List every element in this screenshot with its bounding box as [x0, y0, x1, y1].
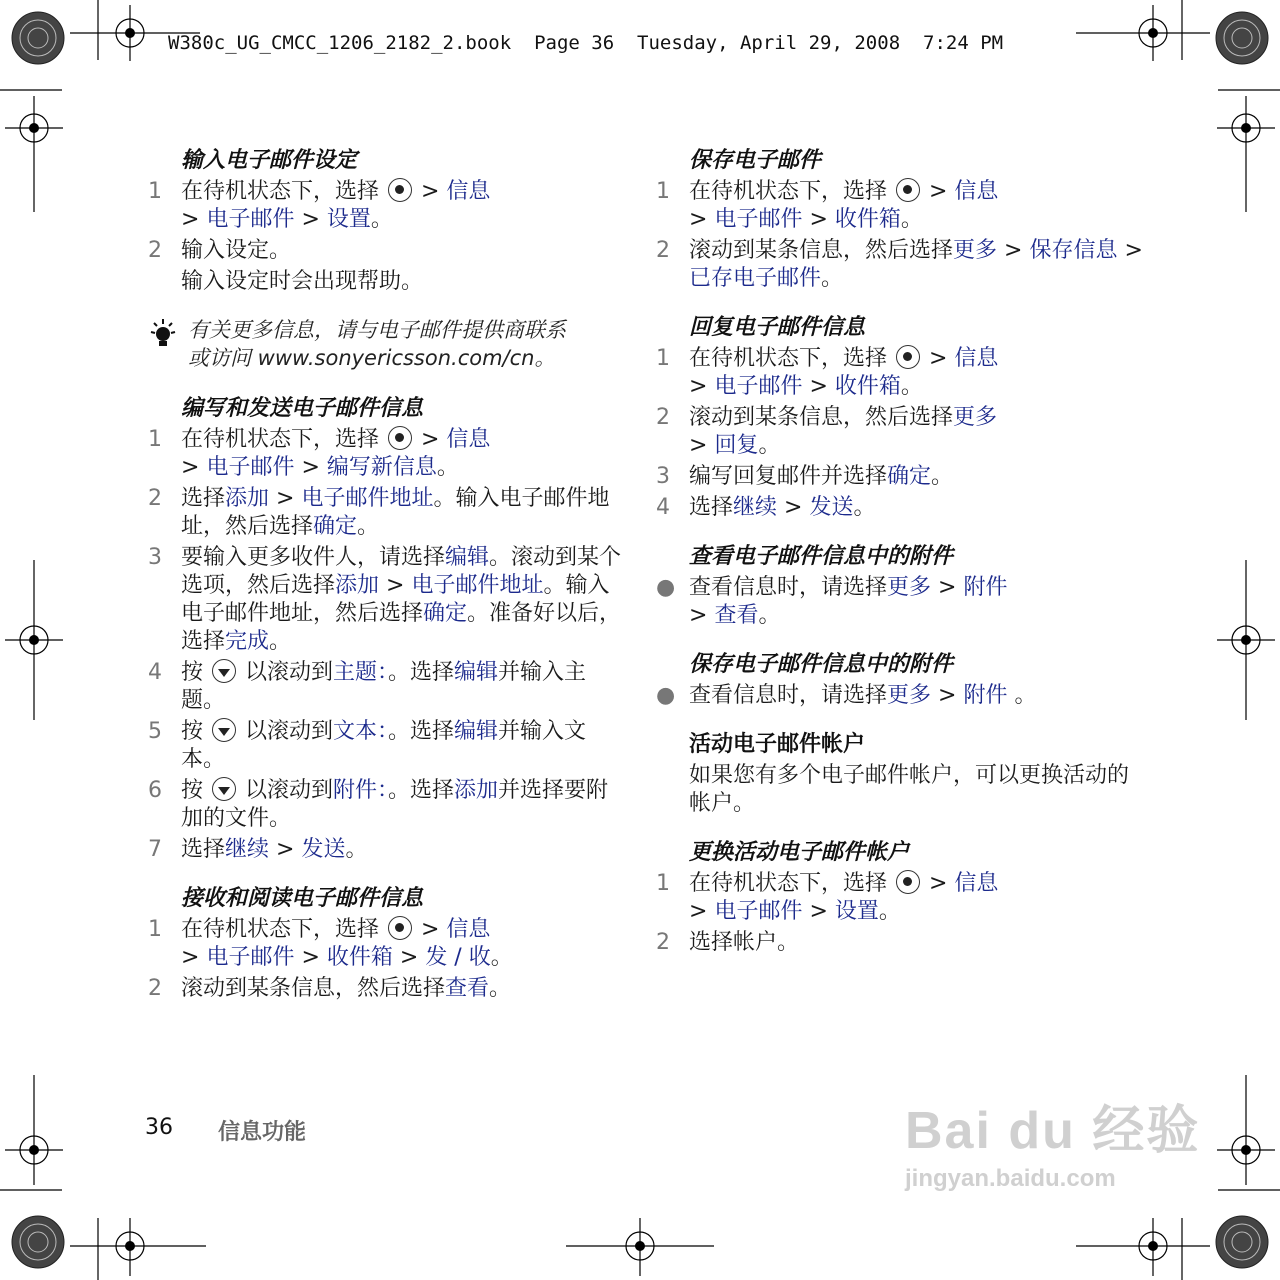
step-text: 滚动到某条信息，然后选择更多 > 保存信息 > 已存电子邮件。 — [689, 238, 1143, 291]
step-number: 2 — [148, 486, 162, 511]
section-view-attachment — [656, 542, 1146, 630]
step-text: 在待机状态下，选择 > 信息 > 电子邮件 > 编写新信息。 — [181, 427, 491, 480]
step-text: 滚动到某条信息，然后选择查看。 — [181, 976, 512, 1001]
section-title: 保存电子邮件 — [689, 148, 822, 173]
step-number: 3 — [148, 545, 162, 570]
step-number: 7 — [148, 837, 162, 862]
step-text: 按 以滚动到主题：。选择编辑并输入主题。 — [181, 660, 587, 713]
bullet-item — [656, 682, 1146, 710]
menu-link: 信息 — [446, 179, 491, 204]
step — [148, 659, 628, 715]
step-text: 在待机状态下，选择 > 信息 > 电子邮件 > 收件箱。 — [689, 179, 999, 232]
step-number: 1 — [656, 346, 670, 371]
header-date: Tuesday, April 29, 2008 — [637, 32, 901, 54]
step — [148, 718, 628, 774]
step — [148, 916, 628, 972]
step-text: 在待机状态下，选择 > 信息 > 电子邮件 > 设置。 — [689, 871, 999, 924]
section-reply-email — [656, 313, 1146, 522]
step — [656, 870, 1146, 926]
center-key-icon — [896, 178, 920, 202]
lightbulb-icon — [148, 316, 188, 356]
section-title: 活动电子邮件帐户 — [689, 732, 866, 757]
step-number: 1 — [148, 917, 162, 942]
step — [656, 237, 1146, 293]
step — [656, 345, 1146, 401]
step-number: 1 — [148, 179, 162, 204]
step-number: 1 — [656, 179, 670, 204]
step-number: 1 — [656, 871, 670, 896]
step-text: 要输入更多收件人，请选择编辑。滚动到某个选项，然后选择添加 > 电子邮件地址。输入电子邮件地址，然后选择确定。准备好以后，选择完成。 — [181, 545, 622, 654]
section-active-account — [656, 730, 1146, 818]
section-title: 回复电子邮件信息 — [689, 315, 866, 340]
step-text: 选择添加 > 电子邮件地址。输入电子邮件地址，然后选择确定。 — [181, 486, 610, 539]
step-number: 1 — [148, 427, 162, 452]
nav-down-key-icon — [212, 777, 236, 801]
header-time: 7:24 PM — [923, 32, 1004, 54]
section-receive-email — [148, 884, 628, 1003]
chapter-title: 信息功能 — [218, 1120, 307, 1145]
note-text: 输入设定时会出现帮助。 — [181, 269, 424, 294]
step — [148, 975, 628, 1003]
step — [148, 485, 628, 541]
section-email-settings — [148, 146, 628, 296]
step-text: 选择帐户。 — [689, 930, 800, 955]
tip-box — [148, 316, 628, 372]
section-save-email — [656, 146, 1146, 293]
tip-text: 有关更多信息，请与电子邮件提供商联系 或访问 www.sonyericsson.com/cn。 — [188, 318, 566, 370]
menu-link: 电子邮件 — [206, 207, 295, 232]
step-text: 查看信息时，请选择更多 > 附件 > 查看。 — [689, 575, 1008, 628]
step — [148, 178, 628, 234]
bullet: ● — [656, 575, 676, 600]
step-number: 2 — [148, 238, 162, 263]
baidu-watermark — [905, 1088, 1200, 1193]
step-text: 编写回复邮件并选择确定。 — [689, 464, 954, 489]
watermark-brand: Bai du 经验 — [905, 1102, 1201, 1160]
step-text: 在待机状态下，选择 > 信息 > 电子邮件 > 设置。 — [181, 179, 491, 232]
step-number: 4 — [656, 495, 670, 520]
step-number: 2 — [656, 405, 670, 430]
header-file: W380c_UG_CMCC_1206_2182_2.book — [168, 32, 512, 54]
step — [656, 463, 1146, 491]
step-text: 在待机状态下，选择 > 信息 > 电子邮件 > 收件箱 > 发 / 收。 — [181, 917, 513, 970]
step-number: 6 — [148, 778, 162, 803]
step — [656, 494, 1146, 522]
step-text: 选择继续 > 发送。 — [181, 837, 368, 862]
step — [656, 404, 1146, 460]
step — [148, 836, 628, 864]
section-title: 查看电子邮件信息中的附件 — [689, 544, 954, 569]
step-number: 2 — [148, 976, 162, 1001]
nav-down-key-icon — [212, 659, 236, 683]
center-key-icon — [388, 426, 412, 450]
center-key-icon — [896, 345, 920, 369]
step — [148, 777, 628, 833]
section-title: 保存电子邮件信息中的附件 — [689, 652, 954, 677]
step — [148, 426, 628, 482]
section-change-account — [656, 838, 1146, 957]
page-header — [168, 32, 1003, 54]
header-page: Page 36 — [534, 32, 615, 54]
step — [656, 178, 1146, 234]
bullet: ● — [656, 683, 676, 708]
menu-link: 设置 — [326, 207, 371, 232]
step-number: 4 — [148, 660, 162, 685]
section-save-attachment — [656, 650, 1146, 710]
step-text: 滚动到某条信息，然后选择更多 > 回复。 — [689, 405, 998, 458]
section-compose-email — [148, 394, 628, 864]
page-number: 36 — [145, 1115, 173, 1140]
step-number: 5 — [148, 719, 162, 744]
left-column — [148, 146, 628, 1023]
right-column — [656, 146, 1146, 977]
step-text: 查看信息时，请选择更多 > 附件 。 — [689, 683, 1037, 708]
bullet-item — [656, 574, 1146, 630]
step — [148, 237, 628, 265]
step-number: 3 — [656, 464, 670, 489]
center-key-icon — [896, 870, 920, 894]
step-text: 选择继续 > 发送。 — [689, 495, 876, 520]
section-title: 输入电子邮件设定 — [181, 148, 358, 173]
nav-down-key-icon — [212, 718, 236, 742]
center-key-icon — [388, 178, 412, 202]
step-text: 在待机状态下，选择 > 信息 > 电子邮件 > 收件箱。 — [689, 346, 999, 399]
section-title: 接收和阅读电子邮件信息 — [181, 886, 424, 911]
step-text: 按 以滚动到文本：。选择编辑并输入文本。 — [181, 719, 587, 772]
step — [656, 929, 1146, 957]
center-key-icon — [388, 916, 412, 940]
body-text: 如果您有多个电子邮件帐户，可以更换活动的帐户。 — [689, 763, 1130, 816]
section-title: 编写和发送电子邮件信息 — [181, 396, 424, 421]
step — [148, 544, 628, 656]
watermark-url: jingyan.baidu.com — [905, 1165, 1116, 1192]
section-title: 更换活动电子邮件帐户 — [689, 840, 910, 865]
step-text: 输入设定。 — [181, 238, 292, 263]
step-number: 2 — [656, 238, 670, 263]
step-text: 按 以滚动到附件：。选择添加并选择要附加的文件。 — [181, 778, 609, 831]
step-number: 2 — [656, 930, 670, 955]
